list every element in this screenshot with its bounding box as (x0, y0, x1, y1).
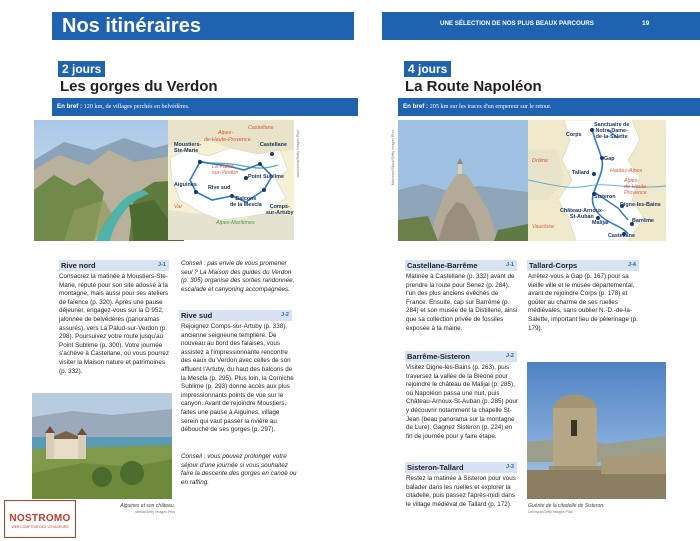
day-code: J-2 (506, 353, 514, 359)
map-region-label: Var (174, 204, 183, 210)
map-town-label: Castellane (248, 125, 274, 131)
section-header-tallard-corps (527, 260, 639, 271)
section-title: Barrême-Sisteron (407, 352, 470, 361)
page-number: 19 (642, 20, 650, 27)
map-town-label: Sanctuaire de Notre-Dame- de-la-Salette (594, 122, 630, 140)
section-header-sisteron-tallard (405, 462, 517, 473)
day-code: J-4 (628, 262, 636, 268)
map-region-label: Alpes- de-Haute- Provence (624, 178, 648, 196)
map-town-label: Gap (604, 156, 615, 162)
section-title: Tallard-Corps (529, 261, 578, 270)
section-text-rive-nord: Consacrez la matinée à Moustiers-Ste-Marie, réputé pour son site adossé à la montagne, mais aussi pour ses ateliers de faïence (p. 320). Après une pause déjeuner, engagez-vous sur la D 952, jalonnée de belvédères (panoramas assurés), vers La Palud-sur-Verdon (p. 298). Poursuivez votre route jusqu'au Point Sublime (p. 300). Votre journée s'achève à Castellane, où vous pourrez visiter la Maison nature et patrimoines (p. 332). (59, 273, 170, 375)
map-town-label: Château-Arnoux- St-Auban (560, 208, 604, 220)
section-header-barreme-sisteron (405, 351, 517, 362)
aiguines-castle-photo (32, 393, 172, 499)
verdon-route-map (168, 120, 294, 240)
nostromo-logo (4, 500, 76, 538)
section-text-sisteron-tallard: Restez la matinée à Sisteron pour vous balader dans les ruelles et explorer la citadelle, puis passez l'après-midi dans le village médiéval de Tallard (p. 172). (406, 475, 516, 508)
map-region-label: Vaucluse (532, 224, 554, 230)
duration-badge: 2 jours (58, 61, 105, 77)
section-header-rive-nord (59, 260, 169, 271)
map-town-label: Tallard (572, 170, 590, 176)
section-title: Rive sud (181, 311, 213, 320)
logo-tagline: WEB COMPTOIR DES VOYAGEURS (11, 525, 69, 529)
map-town-label: Malijai (592, 220, 609, 226)
en-bref-text: 120 km, de villages perchés en belvédères. (82, 103, 190, 110)
photo-credit: blackicona/Getty Images Plus (296, 130, 300, 178)
map-region-label: Hautes-Alpes (610, 168, 643, 174)
map-town-label: La Palud- sur-Verdon (212, 164, 239, 176)
photo-credit: sbella/Getty Images Plus (135, 510, 175, 514)
section-text-tallard-corps: Arrêtez-vous à Gap (p. 167) pour sa vieille ville et le musée départemental, avant de rejoindre Corps (p. 178) et goûter au charme de ses ruelles médiévales, sans oublier N.-D.-de-la-Salette, important lieu de pèlerinage (p. 179). (528, 273, 638, 332)
map-region-label: de-Haute-Provence (204, 137, 251, 143)
tip-text: Conseil : pas envie de vous promener seul ? La Maison des guides du Verdon (p. 305) organise des sorties randonnée, escalade et canyoning accompagnées. (181, 260, 295, 293)
map-region-label: Alpes-Maritimes (216, 220, 255, 226)
day-code: J-3 (506, 464, 514, 470)
section-title: Castellane-Barrême (407, 261, 478, 270)
map-town-label: Castellane (608, 233, 635, 239)
map-town-label: Castellane (260, 142, 287, 148)
tip-text: Conseil : vous pouvez prolonger votre séjour d'une journée si vous souhaitez faire la descente des gorges en canoë ou en rafting. (181, 453, 297, 486)
photo-credit: Dennyuk/Getty Images Plus (528, 510, 573, 514)
map-town-label: Point Sublime (248, 174, 284, 180)
map-town-label: Sisteron (594, 194, 616, 200)
en-bref-bar (52, 98, 358, 116)
map-town-label: Barrême (632, 218, 654, 224)
page-title: Nos itinéraires (62, 15, 201, 37)
day-code: J-2 (281, 312, 289, 318)
section-header-castellane-barreme (405, 260, 517, 271)
route-title: Les gorges du Verdon (60, 78, 218, 95)
en-bref-text: 205 km sur les traces d'un empereur sur le retour. (428, 103, 552, 110)
photo-caption: Aiguines et son château. (120, 503, 175, 509)
map-region-label: Drôme (532, 158, 549, 164)
map-region-label: Alpes- (218, 130, 234, 136)
map-town-label: Moustiers- Ste-Marie (174, 142, 202, 154)
section-title: Sisteron-Tallard (407, 463, 464, 472)
en-bref-label: En bref : (57, 103, 83, 110)
map-town-label: Balcons de la Mescla (230, 196, 262, 208)
duration-badge: 4 jours (404, 61, 451, 77)
map-town-label: Rive sud (208, 185, 231, 191)
map-town-label: Corps (566, 132, 582, 138)
route-title: La Route Napoléon (405, 78, 542, 95)
section-text-castellane-barreme: Matinée à Castellane (p. 332) avant de prendre la route pour Senez (p. 284), l'un des plus anciens évêchés de France. Ensuite, cap sur Barrême (p. 284) et son musée de la Distillerie, ainsi que sa collection privée de fossiles exposée à la mairie. (406, 273, 518, 332)
map-town-label: Digne-les-Bains (620, 202, 661, 208)
day-code: J-1 (158, 262, 166, 268)
day-code: J-1 (506, 262, 514, 268)
section-title: Rive nord (61, 261, 96, 270)
page-subtitle: UNE SÉLECTION DE NOS PLUS BEAUX PARCOURS (440, 20, 594, 27)
en-bref-label: En bref : (403, 103, 429, 110)
photo-credit: Marceau/iStock/Getty Images Plus (391, 130, 395, 186)
logo-name: NOSTROMO (9, 513, 71, 524)
section-text-barreme-sisteron: Visitez Digne-les-Bains (p. 263), puis traversez la vallée de la Bléone pour rejoindre le château de Malijai (p. 285), où Napoléon passa une nuit, puis Château-Arnoux-St-Auban (p. 285) pour y découvrir notamment la chapelle St-Jean (beau panorama sur la montagne de Lure). Gagnez Sisteron (p. 224) en fin de journée pour y faire étape. (406, 364, 519, 440)
napoleon-route-map (528, 120, 666, 241)
castellane-rock-photo (398, 120, 528, 241)
section-text-rive-sud: Rejoignez Comps-sur-Artuby (p. 338), ancienne seigneurie templière. De nouveau au bord des falaises, vous assistez à l'impressionnante rencontre des eaux du Verdon avec celles de son affluent l'Artuby, du haut des balcons de la Mescla (p. 295). Plus loin, la Corniche Sublime (p. 293) donne accès aux plus impressionnants points de vue sur le canyon. Avant de rejoindre Moustiers, faites une pause à Aiguines, village serein qui vaut passer la rivière au débouché de ses gorges (p. 297). (181, 323, 294, 434)
map-town-label: Aiguines (174, 182, 197, 188)
map-town-label: Comps- sur-Artuby (266, 204, 294, 216)
sisteron-sentry-box-photo (527, 362, 666, 499)
en-bref-bar (398, 98, 700, 116)
section-header-rive-sud (179, 310, 292, 321)
photo-caption: Guérite de la citadelle de Sisteron. (528, 503, 605, 509)
verdon-gorge-photo (34, 120, 184, 241)
